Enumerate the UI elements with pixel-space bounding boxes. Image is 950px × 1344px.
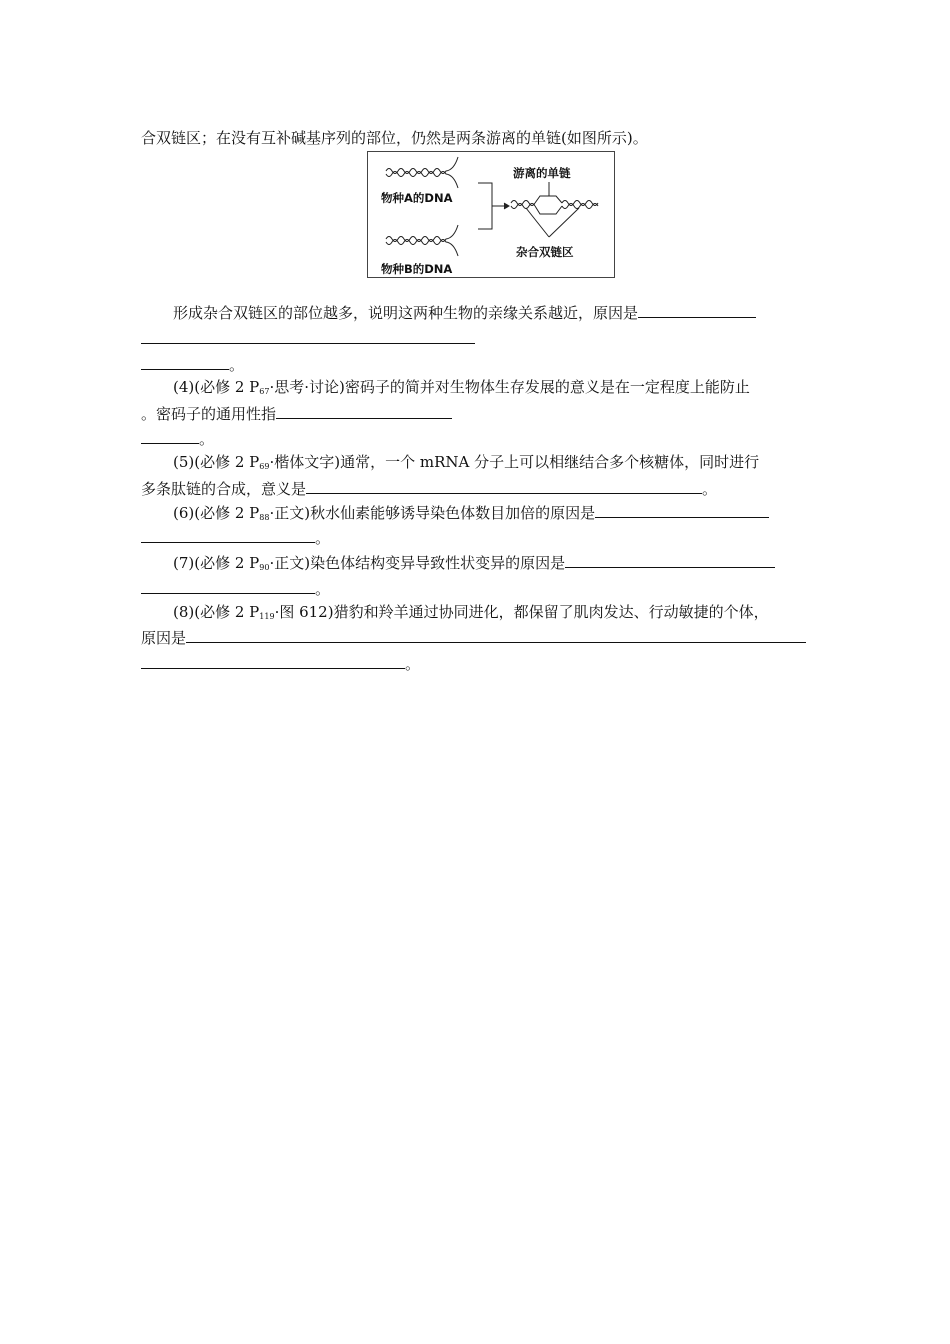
answer-blank[interactable] — [141, 527, 315, 543]
question-6 — [173, 502, 769, 528]
question-8-line-2 — [141, 627, 806, 648]
q5-prefix: (5)(必修 2 P — [173, 453, 260, 471]
question-5-line-2 — [141, 478, 717, 499]
q4-text-1: 密码子的简并对生物体生存发展的意义是在一定程度上能防止 — [344, 378, 750, 396]
q7-page: 90 — [259, 563, 270, 572]
answer-blank[interactable] — [141, 428, 199, 444]
question-6-end — [141, 527, 330, 548]
period: 。 — [199, 430, 215, 448]
hybrid-answer-end — [141, 354, 244, 375]
answer-blank-line[interactable] — [141, 343, 475, 344]
free-strand-top — [535, 196, 562, 203]
q6-source: ·正文) — [269, 504, 311, 522]
answer-blank[interactable] — [186, 627, 806, 643]
q7-source: ·正文) — [269, 554, 311, 572]
hybrid-question — [173, 302, 756, 323]
answer-blank[interactable] — [306, 478, 702, 494]
bracket — [478, 183, 492, 229]
dna-diagram-svg — [368, 152, 616, 279]
q8-text-1: 猎豹和羚羊通过协同进化，都保留了肌肉发达、行动敏捷的个体， — [333, 603, 769, 621]
intro-line: 合双链区；在没有互补碱基序列的部位，仍然是两条游离的单链(如图所示)。 — [141, 129, 648, 147]
period: 。 — [315, 580, 331, 598]
q6-page: 88 — [259, 513, 270, 522]
species-b-label: 物种B的DNA — [381, 262, 453, 276]
q5-text-2: 多条肽链的合成，意义是 — [141, 480, 307, 498]
question-8-end — [141, 653, 420, 674]
q8-source: ·图 612) — [274, 603, 334, 621]
hybrid-pointer-right — [549, 208, 579, 237]
q8-page: 119 — [259, 612, 275, 621]
arrow-head — [504, 203, 509, 209]
period: 。 — [315, 529, 331, 547]
answer-blank[interactable] — [638, 302, 756, 318]
question-4-line-2 — [141, 403, 452, 424]
answer-blank[interactable] — [141, 354, 229, 370]
answer-blank[interactable] — [276, 403, 452, 419]
q7-text-1: 染色体结构变异导致性状变异的原因是 — [310, 554, 566, 572]
q5-text-1: 通常，一个 mRNA 分子上可以相继结合多个核糖体，同时进行 — [340, 453, 760, 471]
q5-page: 69 — [259, 462, 270, 471]
q4-page: 67 — [259, 387, 270, 396]
question-4 — [173, 377, 750, 402]
q7-prefix: (7)(必修 2 P — [173, 554, 260, 572]
q8-text-2: 原因是 — [141, 629, 187, 647]
question-8 — [173, 602, 769, 627]
species-a-strand-2 — [386, 172, 458, 189]
answer-blank[interactable] — [595, 502, 769, 518]
question-7-end — [141, 578, 330, 599]
hybrid-left-top — [511, 201, 535, 206]
question-7 — [173, 552, 775, 578]
q6-text-1: 秋水仙素能够诱导染色体数目加倍的原因是 — [310, 504, 596, 522]
question-5 — [173, 452, 759, 477]
species-b-strand-1 — [386, 225, 458, 242]
species-a-strand-1 — [386, 157, 458, 174]
q6-prefix: (6)(必修 2 P — [173, 504, 260, 522]
q4-source: ·思考·讨论) — [269, 378, 345, 396]
free-strand-label: 游离的单链 — [513, 166, 571, 180]
hybrid-pointer-left — [526, 208, 549, 237]
q4-prefix: (4)(必修 2 P — [173, 378, 260, 396]
period: 。 — [702, 480, 718, 498]
period: 。 — [229, 356, 245, 374]
answer-blank[interactable] — [141, 578, 315, 594]
species-a-label: 物种A的DNA — [381, 191, 453, 205]
q8-prefix: (8)(必修 2 P — [173, 603, 260, 621]
species-b-strand-2 — [386, 240, 458, 257]
free-strand-bottom — [535, 206, 562, 214]
hybrid-region-label: 杂合双链区 — [516, 245, 574, 259]
question-4-end — [141, 428, 214, 449]
answer-blank[interactable] — [141, 653, 405, 669]
hybrid-question-text: 形成杂合双链区的部位越多，说明这两种生物的亲缘关系越近，原因是 — [173, 304, 639, 322]
dna-hybridization-figure — [367, 151, 615, 278]
hybrid-left-bottom — [511, 204, 535, 209]
q4-text-2: 。密码子的通用性指 — [141, 405, 277, 423]
answer-blank[interactable] — [565, 552, 775, 568]
period: 。 — [405, 655, 421, 673]
q5-source: ·楷体文字) — [269, 453, 341, 471]
